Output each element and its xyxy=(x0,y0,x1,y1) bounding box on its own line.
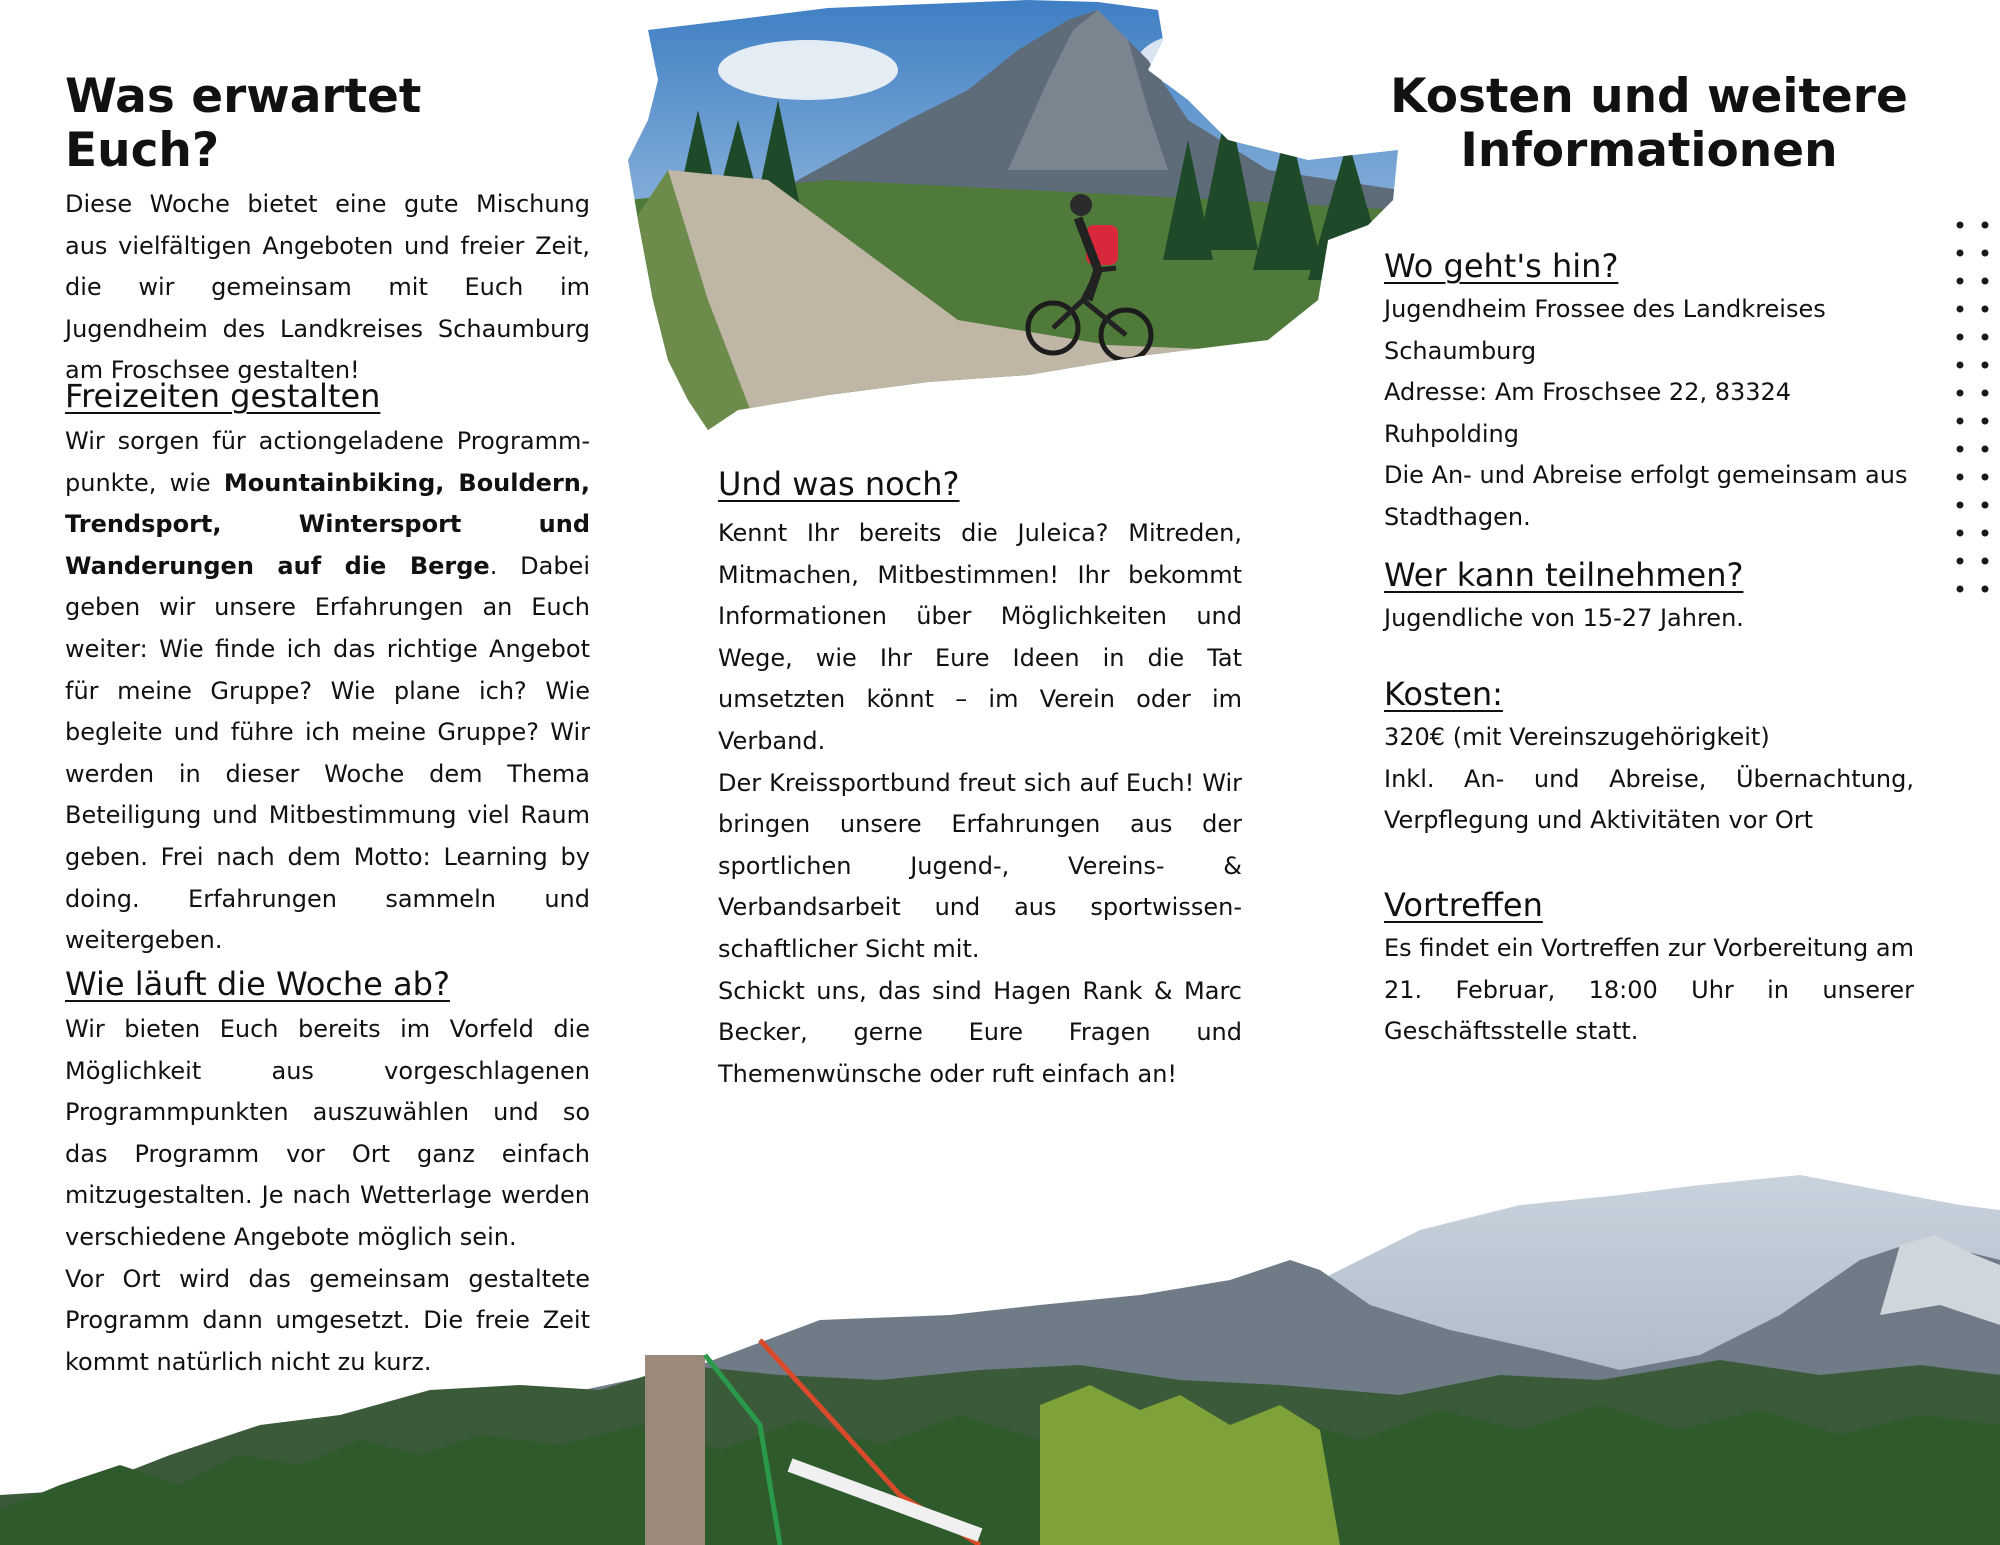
dot-pattern xyxy=(1955,215,2000,595)
section-kosten xyxy=(1384,671,1914,842)
section-freizeiten xyxy=(65,373,590,962)
main-title: Was erwartet Euch? xyxy=(65,69,422,178)
kontakt-text: Schickt uns, das sind Hagen Rank & Marc Becker, gerne Eure Fragen und Themenwünsche oder ruft einfach an! xyxy=(718,976,1242,1088)
middle-column xyxy=(718,461,1242,1095)
wo-travel: Die An- und Abreise erfolgt gemeinsam aus Stadthagen. xyxy=(1384,461,1908,531)
juleica-text: Kennt Ihr bereits die Juleica? Mitreden, Mitmachen, Mitbestimmen! Ihr bekommt Informationen über Möglichkeiten und Wege, wie Ihr Eure Ideen in die Tat umsetzten könnt – im Verein oder im Verband. xyxy=(718,519,1242,755)
wo-heading: Wo geht's hin? xyxy=(1384,247,1619,285)
freizeiten-activities: Mountainbiking, Bouldern, Trendsport, Wintersport und Wanderungen auf die Berge xyxy=(65,468,590,580)
wer-text: Jugendliche von 15-27 Jahren. xyxy=(1384,604,1744,632)
mountain-bike-photo xyxy=(628,0,1400,430)
und-was-noch-heading: Und was noch? xyxy=(718,465,960,503)
section-wo xyxy=(1384,243,1914,539)
section-vortreffen xyxy=(1384,882,1914,1053)
vortreffen-text: Es findet ein Vortreffen zur Vorbereitung am 21. Februar, 18:00 Uhr in unserer Geschäftsstelle statt. xyxy=(1384,934,1914,1046)
right-title-block xyxy=(1384,70,1914,178)
info-title-line2: Informationen xyxy=(1460,123,1838,178)
ablauf-text-2: Vor Ort wird das gemeinsam gestaltete Programm dann umgesetzt. Die freie Zeit kommt natürlich nicht zu kurz. xyxy=(65,1264,590,1376)
kosten-heading: Kosten: xyxy=(1384,675,1503,713)
vortreffen-heading: Vortreffen xyxy=(1384,886,1543,924)
info-title xyxy=(1384,70,1914,178)
kosten-price: 320€ (mit Vereinszugehörigkeit) xyxy=(1384,723,1770,751)
section-wer xyxy=(1384,552,1914,640)
wer-heading: Wer kann teilnehmen? xyxy=(1384,556,1744,594)
freizeiten-text xyxy=(65,421,590,962)
wo-location: Jugendheim Frossee des Landkreises Schaumburg xyxy=(1384,295,1826,365)
left-column xyxy=(65,70,590,392)
freizeiten-text-end: . Dabei geben wir unsere Erfahrungen an Euch weiter: Wie finde ich das richtige Angebot für meine Gruppe? Wie plane ich? Wie begleite und führe ich meine Gruppe? Wir werden in dieser Woche dem Thema Beteiligung und Mitbestimmung viel Raum geben. Frei nach dem Motto: Learning by doing. Erfahrungen sammeln und weitergeben. xyxy=(65,551,590,955)
intro-text: Diese Woche bietet eine gute Mischung aus vielfältigen Angeboten und freier Zeit, die wir gemeinsam mit Euch im Jugendheim des Landkreises Schaumburg am Froschsee gestalten! xyxy=(65,190,590,385)
freizeiten-text-start: Wir sorgen für actiongeladene Programm-punkte, wie xyxy=(65,427,590,497)
info-title-line1: Kosten und weitere xyxy=(1390,69,1908,124)
section-ablauf xyxy=(65,961,590,1383)
wo-address: Adresse: Am Froschsee 22, 83324 Ruhpolding xyxy=(1384,378,1792,448)
freizeiten-heading: Freizeiten gestalten xyxy=(65,377,381,415)
kosten-includes: Inkl. An- und Abreise, Übernachtung, Verpflegung und Aktivitäten vor Ort xyxy=(1384,764,1914,835)
kreissportbund-text: Der Kreissportbund freut sich auf Euch! Wir bringen unsere Erfahrungen aus der sportlichen Jugend-, Vereins- & Verbandsarbeit und aus sportwissen-schaftlicher Sicht mit. xyxy=(718,768,1242,963)
ablauf-text-1: Wir bieten Euch bereits im Vorfeld die Möglichkeit aus vorgeschlagenen Programmpunkten auszuwählen und so das Programm vor Ort ganz einfach mitzugestalten. Je nach Wetterlage werden verschiedene Angebote möglich sein. xyxy=(65,1015,590,1251)
ablauf-heading: Wie läuft die Woche ab? xyxy=(65,965,450,1003)
